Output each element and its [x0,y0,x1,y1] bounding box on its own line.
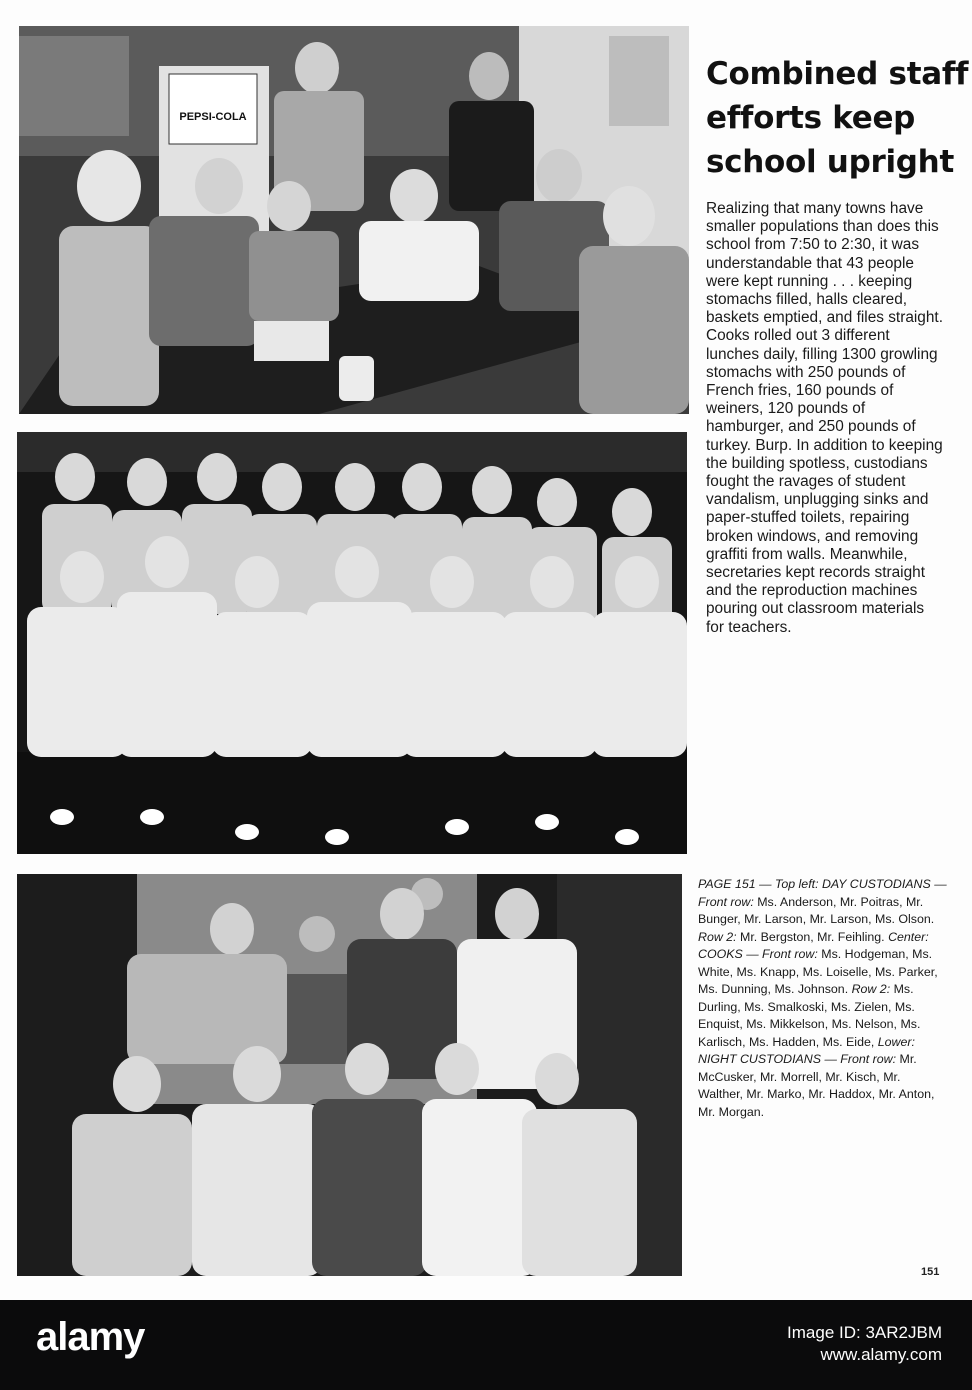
photo-day-custodians [19,26,689,414]
caption-page-label: PAGE 151 — Top left: [698,877,822,891]
stock-url: www.alamy.com [820,1345,942,1364]
photo-night-custodians [17,874,682,1276]
headline-line-3: school upright [706,144,954,180]
caption-day-row2-label: Row 2: [698,929,741,944]
caption-day-row2: Mr. Bergston, Mr. Feihling. [740,929,889,944]
headline-line-2: efforts keep [706,100,916,136]
page-number: 151 [921,1266,940,1278]
stock-meta [787,1322,942,1366]
caption-night-front: Mr. McCusker, Mr. Morrell, Mr. Kisch, Mr. Walther, Mr. Marko, Mr. Haddox, Mr. Anton, Mr. Morgan. [698,1052,935,1119]
photo-cooks-image [17,432,687,854]
headline-line-1: Combined staff [706,56,969,92]
caption-cooks-front: Ms. Hodgeman, Ms. White, Ms. Knapp, Ms. Loiselle, Ms. Parker, Ms. Dunning, Ms. Johnson. [698,947,938,996]
caption-day-heading: DAY CUSTODIANS — Front row: [698,877,947,909]
article-body: Realizing that many towns have smaller populations than does this school from 7:50 to 2:30, it was understandable that 43 people were kept running . . . keeping stomachs filled, halls cleared, baskets emptied, and files straight. Cooks rolled out 3 different lunches daily, filling 1300 growling stomachs with 250 pounds of French fries, 160 pounds of weiners, 120 pounds of hamburger, and 250 pounds of turkey. Burp. In addition to keeping the building spotless, custodians fought the ravages of student vandalism, unplugging sinks and paper-stuffed toilets, repairing broken windows, and removing graffiti from walls. Meanwhile, secretaries kept records straight and the reproduction machines pouring out classroom materials for teachers. [706,200,943,636]
pepsi-sign: PEPSI-COLA [179,111,247,123]
photo-caption [698,876,948,1121]
caption-cooks-row2: Ms. Durling, Ms. Smalkoski, Ms. Zielen, Ms. Enquist, Ms. Mikkelson, Ms. Nelson, Ms. Karlisch, Ms. Hadden, Ms. Eide, [698,982,921,1049]
photo-cooks [17,432,687,854]
stock-image-id: Image ID: 3AR2JBM [787,1323,942,1342]
caption-day-front: Ms. Anderson, Mr. Poitras, Mr. Bunger, Mr. Larson, Mr. Larson, Ms. Olson. [698,894,935,926]
stock-logo: alamy [36,1315,145,1359]
stock-footer-bar [0,1300,972,1390]
headline [706,52,968,184]
photo-night-custodians-image [17,874,682,1276]
caption-cooks-heading: Center: COOKS — Front row: [698,929,929,961]
caption-night-front-label: Front row: [840,1052,900,1066]
caption-night-heading: Lower: NIGHT CUSTODIANS — [698,1034,915,1066]
photo-day-custodians-image [19,26,689,414]
caption-cooks-row2-label: Row 2: [851,982,894,996]
